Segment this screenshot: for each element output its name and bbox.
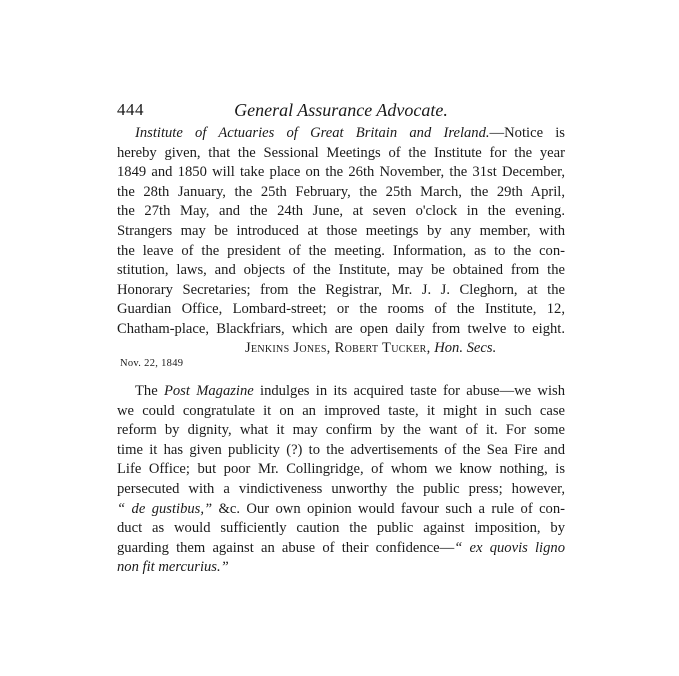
article-line — [117, 382, 565, 402]
notice-line: stitution, laws, and objects of the Institute, may be obtained from the — [117, 262, 565, 279]
notice-line: the 28th January, the 25th February, the 25th March, the 29th April, — [117, 183, 565, 200]
signature-line — [245, 340, 496, 357]
article-text: &c. Our own opinion would favour such a rule of con- — [212, 500, 566, 517]
signature-names: Jenkins Jones, Robert Tucker, — [245, 340, 431, 356]
article-line: we could congratulate it on an improved taste, it might in such case — [117, 402, 565, 419]
notice-line: hereby given, that the Sessional Meetings of the Institute for the year — [117, 144, 565, 161]
article-line: duct as would sufficiently caution the public against imposition, by — [117, 520, 565, 537]
article-line — [117, 500, 565, 520]
notice-date: Nov. 22, 1849 — [120, 358, 184, 369]
article-paragraph — [117, 382, 565, 578]
article-line: time it has given publicity (?) to the advertisements of the Sea Fire and — [117, 441, 565, 458]
article-line: persecuted with a vindictiveness unworthy the public press; however, — [117, 480, 565, 497]
article-line: non fit mercurius.” — [117, 559, 229, 576]
article-text: indulges in its acquired taste for abuse—we wish — [253, 383, 565, 399]
notice-title: Institute of Actuaries of Great Britain and Ireland. — [135, 125, 490, 141]
latin-phrase: “ de gustibus,” — [117, 500, 213, 517]
article-text: guarding them against an abuse of their confidence— — [117, 539, 455, 556]
notice-line: the leave of the president of the meeting. Information, as to the con- — [117, 242, 565, 259]
notice-line: Honorary Secretaries; from the Registrar, Mr. J. J. Cleghorn, at the — [117, 281, 565, 298]
notice-line: 1849 and 1850 will take place on the 26th November, the 31st December, — [117, 164, 565, 181]
notice-line-text: —Notice is — [489, 125, 565, 141]
article-line: reform by dignity, what it may confirm by the want of it. For some — [117, 422, 565, 439]
latin-quote: “ ex quovis ligno — [454, 539, 565, 556]
notice-paragraph — [117, 124, 565, 340]
signature-role: Hon. Secs. — [434, 340, 497, 356]
notice-line: Chatham-place, Blackfriars, which are open daily from twelve to eight. — [117, 320, 565, 337]
article-text: The — [135, 383, 164, 399]
notice-line: Strangers may be introduced at those meetings by any member, with — [117, 222, 565, 239]
notice-line: Guardian Office, Lombard-street; or the rooms of the Institute, 12, — [117, 301, 565, 318]
article-line: Life Office; but poor Mr. Collingridge, of whom we know nothing, is — [117, 461, 565, 478]
publication-name: Post Magazine — [163, 383, 254, 399]
page-number: 444 — [117, 100, 144, 119]
notice-line: the 27th May, and the 24th June, at seven o'clock in the evening. — [117, 203, 565, 220]
notice-line — [117, 124, 565, 144]
article-line — [117, 539, 565, 559]
page-header — [117, 100, 565, 122]
running-title: General Assurance Advocate. — [234, 100, 448, 120]
